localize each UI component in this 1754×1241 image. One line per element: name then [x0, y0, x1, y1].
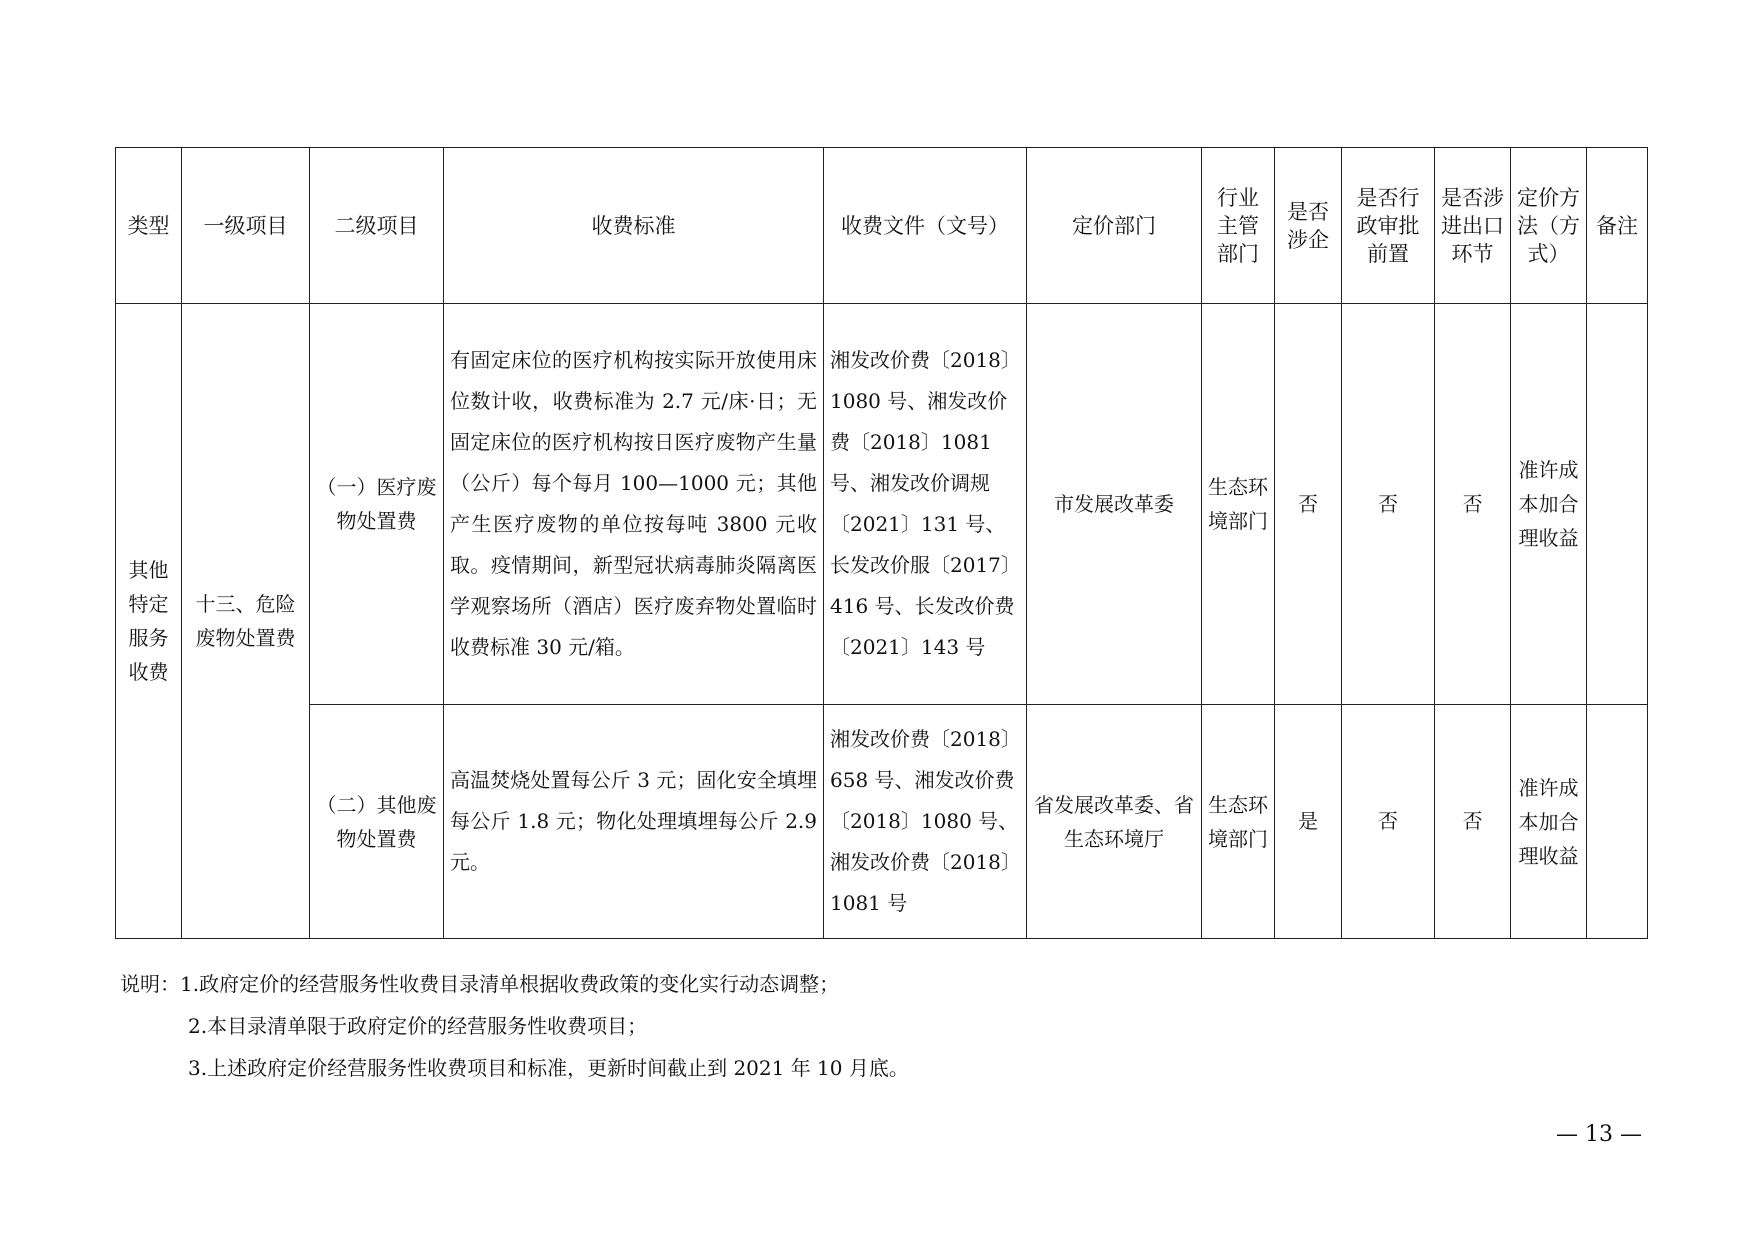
header-level1: 一级项目	[182, 148, 310, 304]
cell-import-export: 否	[1435, 705, 1511, 939]
header-standard: 收费标准	[444, 148, 824, 304]
header-row	[116, 148, 1648, 304]
notes	[120, 963, 909, 1089]
cell-industry-dept: 生态环境部门	[1202, 705, 1275, 939]
fee-catalog-table	[115, 147, 1648, 939]
cell-pricing-dept: 市发展改革委	[1027, 304, 1202, 705]
note-line: 2.本目录清单限于政府定价的经营服务性收费项目；	[188, 1014, 648, 1038]
cell-admin-approval: 否	[1342, 304, 1435, 705]
cell-pricing-dept: 省发展改革委、省生态环境厅	[1027, 705, 1202, 939]
header-pricing-method: 定价方法（方式）	[1511, 148, 1587, 304]
cell-document: 湘发改价费〔2018〕658 号、湘发改价费〔2018〕1080 号、湘发改价费〔2018〕1081 号	[824, 705, 1027, 939]
header-admin-approval: 是否行政审批前置	[1342, 148, 1435, 304]
cell-document: 湘发改价费〔2018〕1080 号、湘发改价费〔2018〕1081 号、湘发改价调规〔2021〕131 号、长发改价服〔2017〕416 号、长发改价费〔2021〕143 号	[824, 304, 1027, 705]
header-remarks: 备注	[1587, 148, 1648, 304]
cell-standard: 高温焚烧处置每公斤 3 元；固化安全填埋每公斤 1.8 元；物化处理填埋每公斤 2.9 元。	[444, 705, 824, 939]
table-row	[116, 304, 1648, 705]
page-number: — 13 —	[1556, 1122, 1642, 1147]
header-industry-dept: 行业主管部门	[1202, 148, 1275, 304]
header-import-export: 是否涉进出口环节	[1435, 148, 1511, 304]
cell-involves-enterprise: 否	[1275, 304, 1342, 705]
cell-involves-enterprise: 是	[1275, 705, 1342, 939]
header-pricing-dept: 定价部门	[1027, 148, 1202, 304]
note-line: 说明：1.政府定价的经营服务性收费目录清单根据收费政策的变化实行动态调整；	[120, 972, 840, 996]
cell-level2: （一）医疗废物处置费	[310, 304, 444, 705]
cell-pricing-method: 准许成本加合理收益	[1511, 705, 1587, 939]
header-involves-enterprise: 是否涉企	[1275, 148, 1342, 304]
header-level2: 二级项目	[310, 148, 444, 304]
cell-industry-dept: 生态环境部门	[1202, 304, 1275, 705]
header-document: 收费文件（文号）	[824, 148, 1027, 304]
cell-level2: （二）其他废物处置费	[310, 705, 444, 939]
cell-import-export: 否	[1435, 304, 1511, 705]
note-line: 3.上述政府定价经营服务性收费项目和标准，更新时间截止到 2021 年 10 月底。	[188, 1056, 909, 1080]
header-type: 类型	[116, 148, 182, 304]
cell-pricing-method: 准许成本加合理收益	[1511, 304, 1587, 705]
cell-remarks	[1587, 304, 1648, 705]
cell-standard: 有固定床位的医疗机构按实际开放使用床位数计收，收费标准为 2.7 元/床·日；无固定床位的医疗机构按日医疗废物产生量（公斤）每个每月 100—1000 元；其他产生医疗废物的单位按每吨 3800 元收取。疫情期间，新型冠状病毒肺炎隔离医学观察场所（酒店）医疗废弃物处置临时收费标准 30 元/箱。	[444, 304, 824, 705]
cell-admin-approval: 否	[1342, 705, 1435, 939]
table-row	[116, 705, 1648, 939]
cell-remarks	[1587, 705, 1648, 939]
cell-type: 其他特定服务收费	[116, 304, 182, 939]
cell-level1: 十三、危险废物处置费	[182, 304, 310, 939]
